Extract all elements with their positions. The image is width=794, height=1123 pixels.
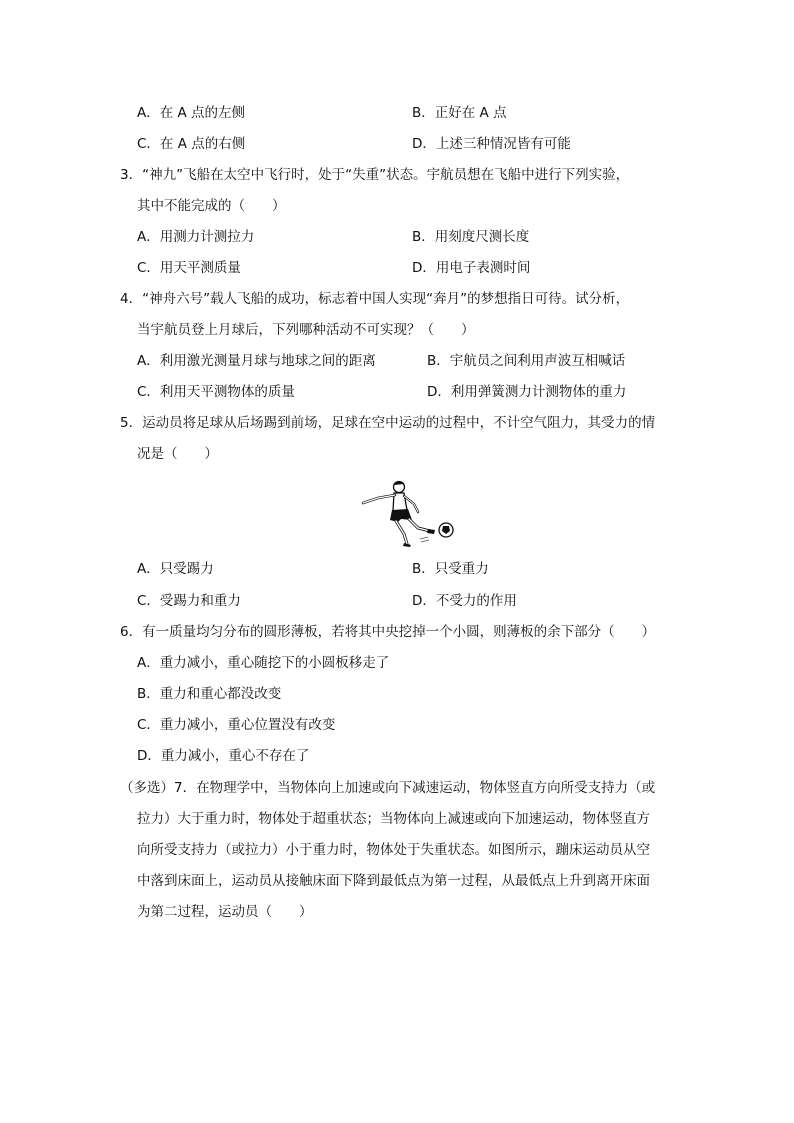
q6-option-c: C．重力减小，重心位置没有改变 xyxy=(137,717,336,733)
q5-stem-text-2: 况是（ ） xyxy=(137,446,218,462)
q5-stem-text-1: 5．运动员将足球从后场踢到前场，足球在空中运动的过程中，不计空气阻力，其受力的情 xyxy=(120,415,656,431)
q7-text-1: （多选）7．在物理学中，当物体向上加速或向下减速运动，物体竖直方向所受支持力（或 xyxy=(120,780,656,796)
q6-option-d-row xyxy=(0,746,794,766)
q4-stem-line-1 xyxy=(0,289,794,309)
q7-line-1 xyxy=(0,778,794,798)
q2-option-d: D．上述三种情况皆有可能 xyxy=(412,136,571,152)
q7-line-3 xyxy=(0,840,794,860)
q2-options-row-2 xyxy=(0,134,794,154)
q6-stem-line-1 xyxy=(0,622,794,642)
q7-text-4: 中落到床面上，运动员从接触床面下降到最低点为第一过程，从最低点上升到离开床面 xyxy=(137,873,650,889)
q7-line-2 xyxy=(0,809,794,829)
q3-stem-text-1: 3．“神九”飞船在太空中飞行时，处于“失重”状态。宇航员想在飞船中进行下列实验， xyxy=(120,167,630,183)
q3-options-row-1 xyxy=(0,227,794,247)
q5-options-row-1 xyxy=(0,559,794,579)
q5-option-b: B．只受重力 xyxy=(412,561,489,577)
q4-options-row-1 xyxy=(0,351,794,371)
q6-option-a-row xyxy=(0,653,794,673)
q6-option-c-row xyxy=(0,715,794,735)
q4-options-row-2 xyxy=(0,382,794,402)
q7-text-2: 拉力）大于重力时，物体处于超重状态；当物体向上减速或向下加速运动，物体竖直方 xyxy=(137,811,650,827)
q6-option-b-row xyxy=(0,684,794,704)
q4-option-d: D．利用弹簧测力计测物体的重力 xyxy=(427,384,627,400)
q5-option-c: C．受踢力和重力 xyxy=(137,593,241,609)
q4-stem-text-2: 当宇航员登上月球后，下列哪种活动不可实现？（ ） xyxy=(137,322,475,338)
q4-stem-line-2 xyxy=(0,320,794,340)
q3-option-a: A．用测力计测拉力 xyxy=(137,229,255,245)
q2-options-row-1 xyxy=(0,103,794,123)
q7-line-4 xyxy=(0,871,794,891)
q5-stem-line-1 xyxy=(0,413,794,433)
q6-option-d: D．重力减小，重心不存在了 xyxy=(137,748,310,764)
q5-stem-line-2 xyxy=(0,444,794,464)
q5-options-row-2 xyxy=(0,591,794,611)
q3-stem-line-1 xyxy=(0,165,794,185)
q2-option-c: C．在 A 点的右侧 xyxy=(137,136,246,152)
q4-stem-text-1: 4．“神舟六号”载人飞船的成功，标志着中国人实现“奔月”的梦想指日可待。试分析， xyxy=(120,291,630,307)
q7-text-3: 向所受支持力（或拉力）小于重力时，物体处于失重状态。如图所示，蹦床运动员从空 xyxy=(137,842,650,858)
q2-option-b: B．正好在 A 点 xyxy=(412,105,507,121)
q6-stem-text-1: 6．有一质量均匀分布的圆形薄板，若将其中央挖掉一个小圆，则薄板的余下部分（ ） xyxy=(120,624,656,640)
q5-option-a: A．只受踢力 xyxy=(137,561,214,577)
q3-options-row-2 xyxy=(0,258,794,278)
q5-option-d: D．不受力的作用 xyxy=(412,593,517,609)
q3-option-c: C．用天平测质量 xyxy=(137,260,241,276)
q3-stem-text-2: 其中不能完成的（ ） xyxy=(137,198,286,214)
q4-option-b: B．宇航员之间利用声波互相喊话 xyxy=(427,353,626,369)
q7-line-5 xyxy=(0,902,794,922)
soccer-player-figure xyxy=(354,478,458,550)
q4-option-c: C．利用天平测物体的质量 xyxy=(137,384,295,400)
q3-option-b: B．用刻度尺测长度 xyxy=(412,229,530,245)
q3-stem-line-2 xyxy=(0,196,794,216)
q3-option-d: D．用电子表测时间 xyxy=(412,260,531,276)
q2-option-a: A．在 A 点的左侧 xyxy=(137,105,246,121)
q6-option-b: B．重力和重心都没改变 xyxy=(137,686,282,702)
q4-option-a: A．利用激光测量月球与地球之间的距离 xyxy=(137,353,376,369)
q6-option-a: A．重力减小，重心随挖下的小圆板移走了 xyxy=(137,655,390,671)
q7-text-5: 为第二过程，运动员（ ） xyxy=(137,904,313,920)
